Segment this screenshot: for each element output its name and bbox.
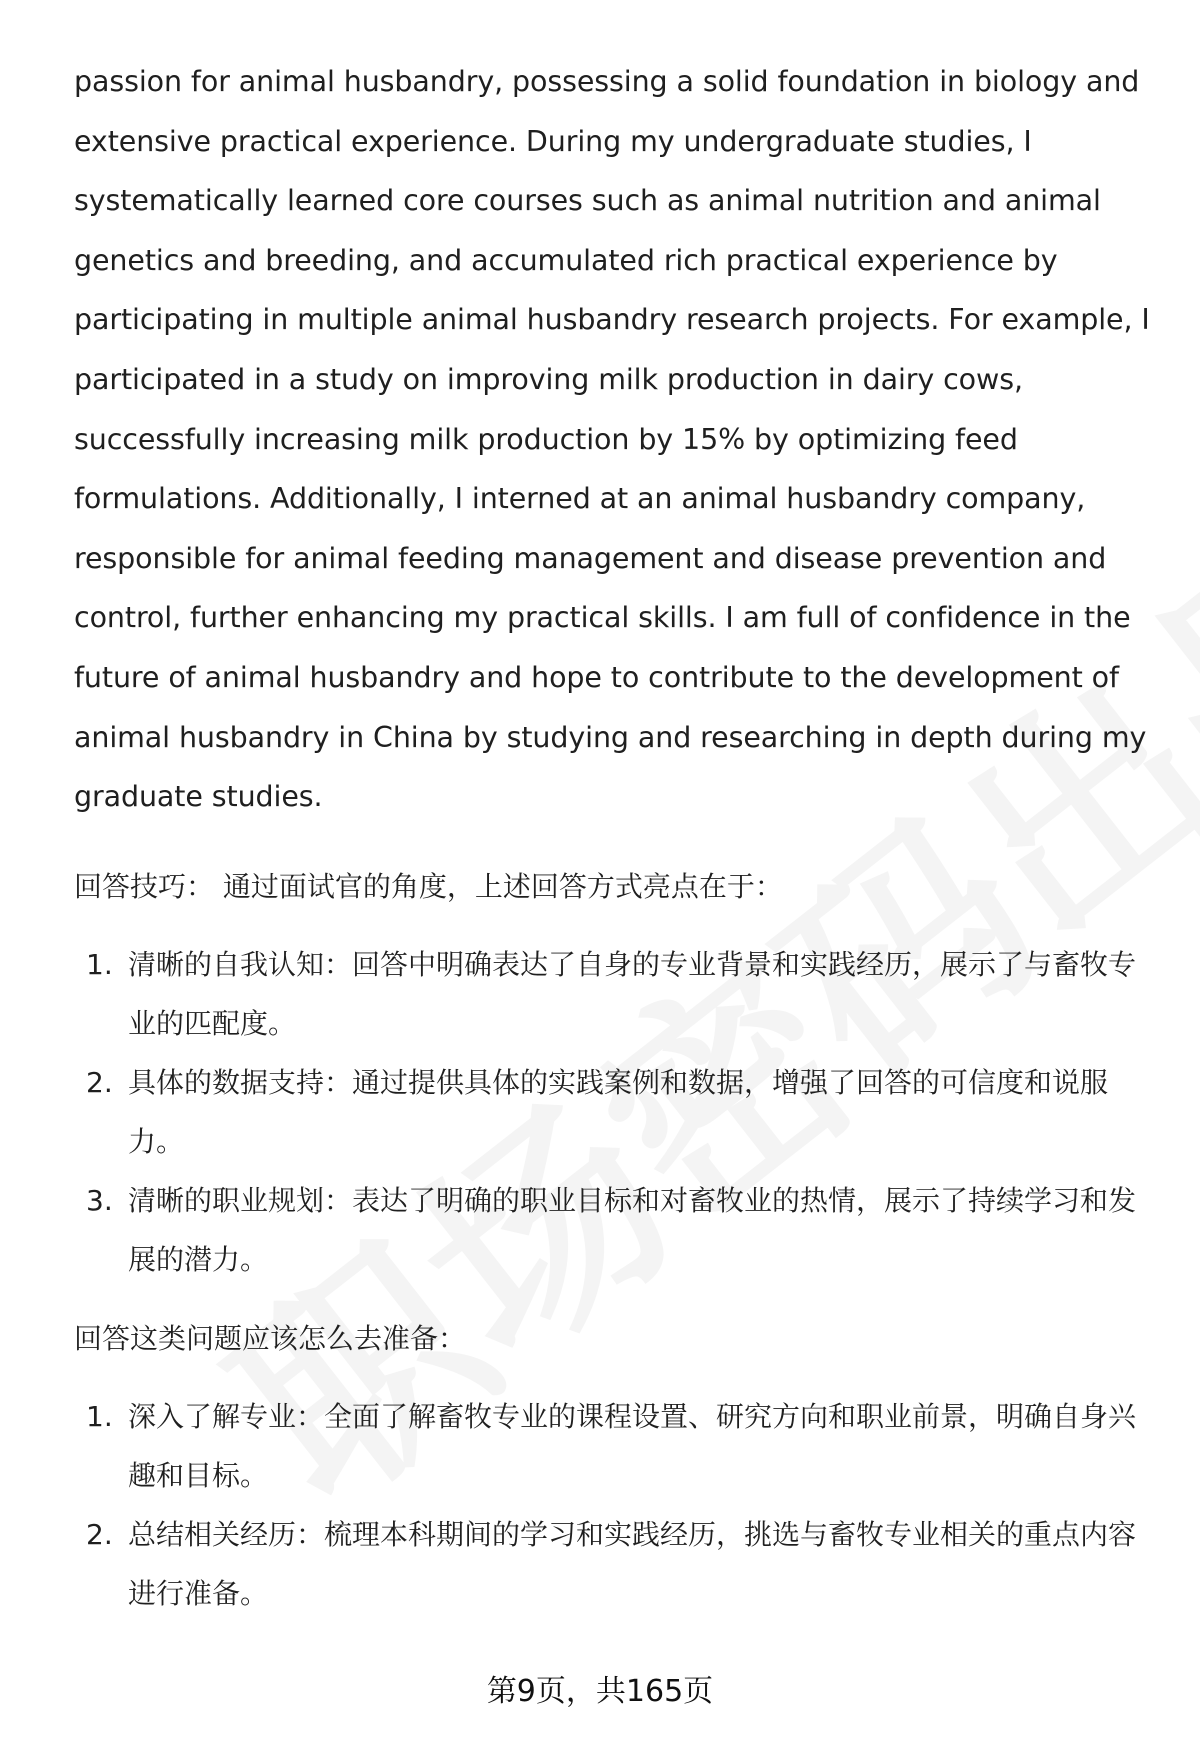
list-item-text: 具体的数据支持：通过提供具体的实践案例和数据，增强了回答的可信度和说服力。 bbox=[128, 1065, 1109, 1158]
list-item-text: 清晰的职业规划：表达了明确的职业目标和对畜牧业的热情，展示了持续学习和发展的潜力。 bbox=[128, 1183, 1137, 1276]
list-item bbox=[74, 1505, 1154, 1623]
document-page bbox=[74, 52, 1154, 1623]
list-item bbox=[74, 1387, 1154, 1505]
prep-section-label: 回答这类问题应该怎么去准备： bbox=[74, 1321, 467, 1355]
list-item-text: 深入了解专业：全面了解畜牧专业的课程设置、研究方向和职业前景，明确自身兴趣和目标。 bbox=[128, 1399, 1137, 1492]
list-item bbox=[74, 1053, 1154, 1171]
list-item bbox=[74, 1171, 1154, 1289]
body-paragraph: passion for animal husbandry, possessing a solid foundation in biology and extensive practical experience. During my undergraduate studies, I systematically learned core courses such as animal nutrition and animal genetics and breeding, and accumulated rich practical experience by participating in multiple animal husbandry research projects. For example, I participated in a study on improving milk production in dairy cows, successfully increasing milk production by 15% by optimizing feed formulations. Additionally, I interned at an animal husbandry company, responsible for animal feeding management and disease prevention and control, further enhancing my practical skills. I am full of confidence in the future of animal husbandry and hope to contribute to the development of animal husbandry in China by studying and researching in depth during my graduate studies. bbox=[74, 65, 1150, 814]
list-item-number: 2. bbox=[86, 1065, 113, 1099]
list-item-number: 1. bbox=[86, 1399, 113, 1433]
tips-section-label: 回答技巧： 通过面试官的角度，上述回答方式亮点在于： bbox=[74, 869, 783, 903]
prep-list bbox=[74, 1387, 1154, 1623]
list-item-number: 2. bbox=[86, 1517, 113, 1551]
list-item bbox=[74, 935, 1154, 1053]
list-item-text: 总结相关经历：梳理本科期间的学习和实践经历，挑选与畜牧专业相关的重点内容进行准备。 bbox=[128, 1517, 1137, 1610]
page-indicator: 第9页，共165页 bbox=[486, 1674, 714, 1709]
list-item-text: 清晰的自我认知：回答中明确表达了自身的专业背景和实践经历，展示了与畜牧专业的匹配度。 bbox=[128, 947, 1137, 1040]
list-item-number: 1. bbox=[86, 947, 113, 981]
list-item-number: 3. bbox=[86, 1183, 113, 1217]
tips-list bbox=[74, 935, 1154, 1289]
